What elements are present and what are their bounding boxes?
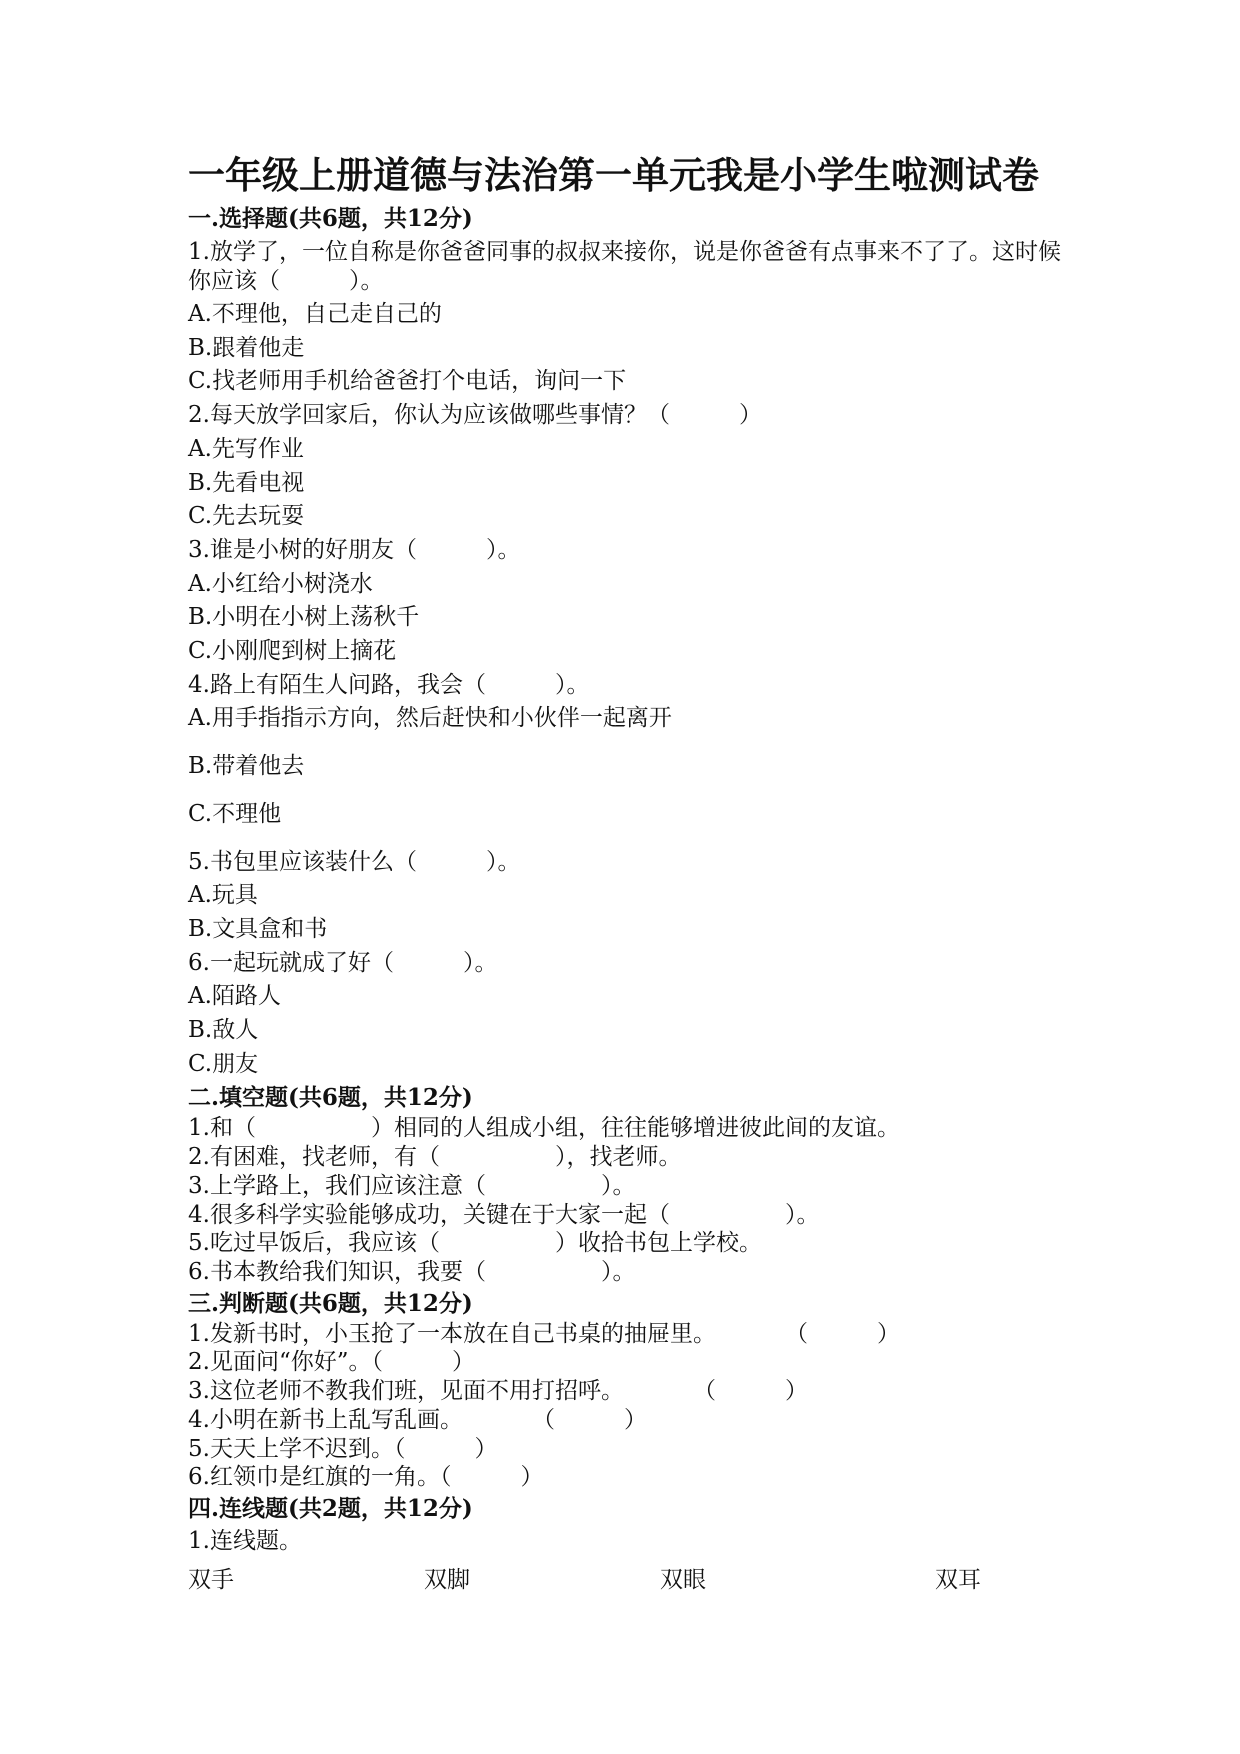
section-heading-choice: 一.选择题(共6题，共12分) bbox=[188, 205, 473, 232]
exam-title: 一年级上册道德与法治第一单元我是小学生啦测试卷 bbox=[188, 153, 1039, 197]
judge-item: 2.见面问“你好”。（ ） bbox=[188, 1349, 475, 1376]
fill-item: 1.和（ ）相同的人组成小组，往往能够增进彼此间的友谊。 bbox=[188, 1115, 900, 1142]
question-text: 3.谁是小树的好朋友（ ）。 bbox=[188, 536, 521, 563]
option: A.先写作业 bbox=[188, 435, 304, 462]
section-heading-fill: 二.填空题(共6题，共12分) bbox=[188, 1084, 473, 1112]
exam-page bbox=[188, 150, 1068, 1597]
option: C.找老师用手机给爸爸打个电话，询问一下 bbox=[188, 368, 627, 395]
question-text: 5.书包里应该装什么（ ）。 bbox=[188, 848, 521, 875]
option: B.跟着他走 bbox=[188, 334, 305, 361]
judge-item: 4.小明在新书上乱写乱画。 （ ） bbox=[188, 1406, 647, 1433]
option: A.陌路人 bbox=[188, 983, 281, 1010]
match-word-row bbox=[188, 1563, 1068, 1597]
option: B.先看电视 bbox=[188, 469, 305, 496]
judge-item: 6.红领巾是红旗的一角。（ ） bbox=[188, 1464, 544, 1491]
match-word: 双脚 bbox=[424, 1566, 470, 1593]
fill-item: 5.吃过早饭后，我应该（ ）收拾书包上学校。 bbox=[188, 1230, 762, 1257]
fill-item: 2.有困难，找老师，有（ ），找老师。 bbox=[188, 1144, 682, 1171]
option: C.小刚爬到树上摘花 bbox=[188, 638, 397, 665]
fill-item: 3.上学路上，我们应该注意（ ）。 bbox=[188, 1172, 636, 1199]
match-question: 1.连线题。 bbox=[188, 1527, 302, 1554]
option: A.小红给小树浇水 bbox=[188, 570, 373, 597]
question-text: 1.放学了，一位自称是你爸爸同事的叔叔来接你，说是你爸爸有点事来不了了。这时候你应该（ ）。 bbox=[188, 239, 1061, 294]
judge-item: 3.这位老师不教我们班，见面不用打招呼。 （ ） bbox=[188, 1378, 808, 1405]
match-word: 双耳 bbox=[935, 1566, 981, 1593]
option: C.先去玩耍 bbox=[188, 503, 305, 530]
judge-item: 5.天天上学不迟到。（ ） bbox=[188, 1435, 498, 1462]
option: B.小明在小树上荡秋千 bbox=[188, 604, 420, 631]
option: A.用手指指示方向，然后赶快和小伙伴一起离开 bbox=[188, 705, 672, 732]
fill-item: 4.很多科学实验能够成功，关键在于大家一起（ ）。 bbox=[188, 1201, 820, 1228]
option: A.不理他，自己走自己的 bbox=[188, 301, 442, 327]
option: C.不理他 bbox=[188, 800, 282, 827]
question-text: 6.一起玩就成了好（ ）。 bbox=[188, 949, 498, 976]
judge-item: 1.发新书时，小玉抢了一本放在自己书桌的抽屉里。 （ ） bbox=[188, 1320, 900, 1347]
question-text: 2.每天放学回家后，你认为应该做哪些事情？（ ） bbox=[188, 402, 762, 429]
section-heading-match: 四.连线题(共2题，共12分) bbox=[188, 1494, 473, 1522]
option: B.带着他去 bbox=[188, 753, 305, 780]
option: B.文具盒和书 bbox=[188, 915, 328, 942]
match-word: 双手 bbox=[188, 1566, 234, 1593]
option: B.敌人 bbox=[188, 1017, 259, 1044]
fill-item: 6.书本教给我们知识，我要（ ）。 bbox=[188, 1258, 636, 1285]
section-heading-judge: 三.判断题(共6题，共12分) bbox=[188, 1289, 473, 1317]
question-text: 4.路上有陌生人问路，我会（ ）。 bbox=[188, 671, 590, 698]
option: C.朋友 bbox=[188, 1050, 259, 1077]
match-word: 双眼 bbox=[660, 1566, 706, 1593]
option: A.玩具 bbox=[188, 882, 258, 909]
